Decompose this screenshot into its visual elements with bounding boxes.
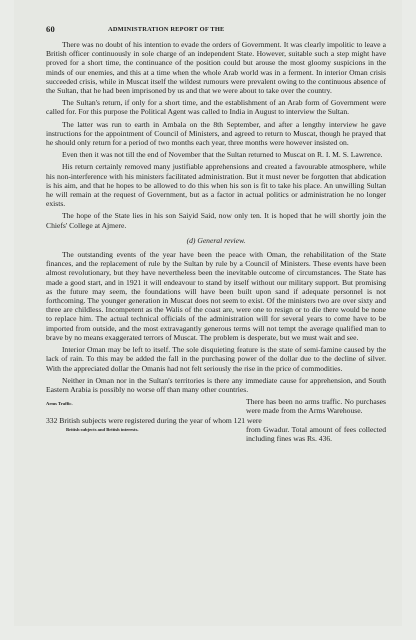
report-page	[14, 0, 402, 626]
body-text	[46, 40, 386, 443]
paragraph: The hope of the State lies in his son Saiyid Said, now only ten. It is hoped that he will shortly join the Chiefs' College at Ajmere.	[46, 211, 386, 230]
arms-traffic-block	[46, 397, 386, 415]
paragraph: The Sultan's return, if only for a short time, and the establishment of an Arab form of Government were called for. For this purpose the Political Agent was called to India in August to interview the Sultan.	[46, 98, 386, 117]
review-paragraph: Neither in Oman nor in the Sultan's territories is there any immediate cause for apprehension, and South Eastern Arabia is possibly no worse off than many other countries.	[46, 375, 386, 394]
paragraph: His return certainly removed many justifiable apprehensions and created a favourable atmosphere, while his non-interference with his ministers facilitated administration. But it must never be forgotten that abdication is his aim, and that he hopes to be allowed to do this when his son is fit to take his place. An unwilling Sultan he will remain at the request of Government, but as a factor in actual politics or administration he no longer exists.	[46, 162, 386, 209]
page-header	[46, 25, 386, 35]
margin-note-arms: Arms Traffic.	[46, 401, 73, 407]
running-title: ADMINISTRATION REPORT OF THE	[108, 26, 225, 33]
british-subjects-block	[46, 416, 386, 444]
british-lead-line: 332 British subjects were registered during the year of whom 121 were	[46, 415, 262, 425]
paragraph: There was no doubt of his intention to evade the orders of Government. It was clearly impolitic to leave a British officer continuously in sole charge of an independent State. However, suitable such a step might have proved for a short time, the continuance of the position could but arouse the most gloomy suspicions in the minds of our enemies, and this at a time when the whole Arab world was in a ferment. In interior Oman crisis succeeded crisis, while in Muscat itself the wildest rumours were prevalent owing to the continuous absence of the Sultan, that he had been imprisoned by us and that we were about to take over the country.	[46, 40, 386, 96]
page-number: 60	[46, 24, 55, 34]
section-heading: (d) General review.	[186, 235, 246, 245]
review-paragraph: The outstanding events of the year have been the peace with Oman, the rehabilitation of the State finances, and the replacement of rule by the Sultan by rule by a Council of Ministers. These events have been almost revolutionary, but they have nevertheless been the inevitable outcome of circumstances. The State has made a good start, and in 1921 it will endeavour to stand by itself without our military support. But promising as the future may seem, the foundations will have been built upon sand if adequate personnel is not forthcoming. The younger generation in Muscat does not seem to exist. Of the ministers two are over sixty and three are childless. Incompetent as the Walis of the coast are, were one to resign or to die there would be none to replace him. The actual technical officials of the administration will for several years to come have to be imported from outside, and the most extravagantly generous terms will not tempt the average qualified man to brave by no means exaggerated terrors of Muscat. The problem is desperate, but we must wait and see.	[46, 250, 386, 342]
british-continuation: from Gwadur. Total amount of fees collected including fines was Rs. 436.	[246, 424, 386, 443]
review-paragraph: Interior Oman may be left to itself. The sole disquieting feature is the state of semi-famine caused by the lack of rain. To this may be added the fall in the purchasing power of the dollar due to the decline of silver. With the appreciated dollar the Omanis had not felt seriously the rise in the price of commodities.	[46, 345, 386, 373]
arms-text: There has been no arms traffic. No purchases were made from the Arms Warehouse.	[246, 397, 386, 416]
paragraph: The latter was run to earth in Ambala on the 8th September, and after a lengthy interview he gave instructions for the appointment of Council of Ministers, and agreed to return to Muscat, though he prayed that he should only return for a period of two months each year, three months were however insisted on.	[46, 119, 386, 148]
margin-note-british: British subjects and British interests.	[66, 426, 139, 432]
paragraph: Even then it was not till the end of November that the Sultan returned to Muscat on R. I. M. S. Lawrence.	[62, 150, 383, 160]
